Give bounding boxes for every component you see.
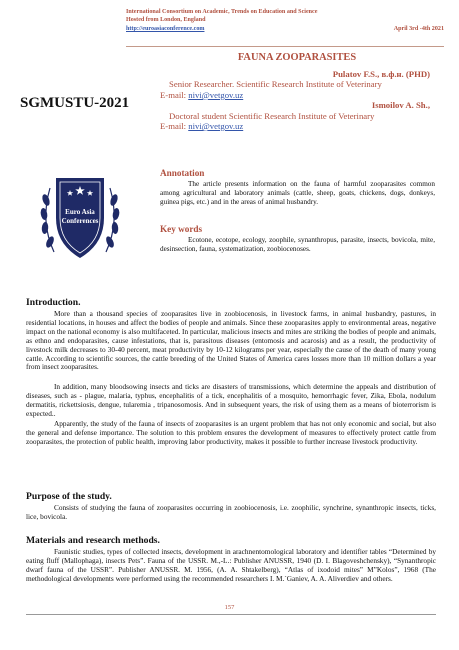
author-email-link[interactable]: nivi@vetgov.uz [188, 121, 244, 132]
conference-host: Hosted from London, England [126, 17, 206, 24]
conference-date: April 3rd -4th 2021 [393, 25, 444, 32]
email-label: E-mail: [160, 121, 187, 132]
footer-divider [26, 614, 436, 615]
author-name: Ismoilov A. Sh., [371, 100, 430, 111]
keywords-text: Ecotone, ecotope, ecology, zoophile, synanthropus, parasite, insects, bovicola, mite, desinsection, fauna, systematization, zoobiocenoses. [160, 236, 435, 253]
authors-block [160, 69, 440, 131]
introduction-paragraph-2: In addition, many bloodsowing insects and ticks are disasters of transmissions, which determine the appeals and distribution of diseases, such as - plague, malaria, typhus, encephalitis of a tick, encephalitis of a mosquito, hemorrhagic fever, Zika, Ebola, nodulum dermatitis, rickettsiosis, dengue, tularemia , tripanosomosis. And in subsequent years, the risk of using them as a means of bioterrorism is expected.. [26, 382, 436, 418]
annotation-heading: Annotation [160, 168, 205, 178]
author-email-link[interactable]: nivi@vetgov.uz [188, 89, 244, 100]
author-email-line [160, 121, 440, 131]
seal-text-line1: Euro Asia [65, 208, 95, 216]
introduction-heading: Introduction. [26, 297, 81, 308]
page-header [126, 8, 444, 33]
author-affiliation: Senior Researcher. Scientific Research Institute of Veterinary [169, 79, 382, 90]
conference-name: International Consortium on Academic, Trends on Education and Science [126, 9, 318, 15]
conference-logo-text: SGMUSTU-2021 [20, 95, 130, 111]
keywords-heading: Key words [160, 224, 203, 234]
seal-text-line2: Conferences [61, 217, 99, 225]
purpose-heading: Purpose of the study. [26, 491, 112, 502]
author-name: Pulatov F.S., в.ф.н. (PHD) [332, 69, 430, 79]
conference-link[interactable]: http://euroasiaconference.com [126, 25, 205, 32]
introduction-paragraph-1: More than a thousand species of zooparasites live in zoobiocenosis, in livestock farms, in animal husbandry, pastures, in residential locations, in houses and affect the bodies of people and animals. Since these zooparasites apply to environmental areas, negative impact on the national economy is also multifaceted. In particular, malicious insects and mites are striking the bodies of people and animals, as ethno and endoparasites, cause infestations, that is, parasitous diseases (entomosis and acarosis) and as a result, the productivity of livestock milk decreases to 30-40 percent, meat productivity by 10-12 kilograms per year, especially the cause of the death of many young cattle. According to scientific sources, the cattle breeding of the United States of America cares losses more than 10 million dollars a year from insect zooparasites. [26, 309, 436, 372]
purpose-text: Consists of studying the fauna of zooparasites occurring in zoobiocenosis, i.e. zoophilic, synchrine, synanthropic insects, ticks, lice, bovicola. [26, 503, 436, 521]
header-divider [126, 46, 444, 47]
article-title: FAUNA ZOOPARASITES [237, 52, 357, 63]
methods-text: Faunistic studies, types of collected insects, development in arachnentomological laboratory and identifier tables “Determined by eating fluff (Mallophaga), insects Pets”. Fauna of the USSR. M.,-L.: Publisher ANUSSR, 1940 (D. I. Blagoveshchensky), “Synanthropic dwarf fauna of the USSR”. Publisher ANUSSR. M. 1956, (A. A. Shtakelberg), “Atlas of ixodoid mites” M”Kolos”, 1968 (The methodological developments were performed using the recommended researchers I. M.`Ganiev, A. A. Aliverdiev and others. [26, 547, 436, 583]
author-affiliation: Doctoral student Scientific Research Institute of Veterinary [169, 110, 375, 121]
introduction-paragraph-3: Apparently, the study of the fauna of insects of zooparasites is an urgent problem that has not only economic and social, but also the general and defense importance. The solution to this problem ensures the development of measures to effectively protect cattle from zooparasites, the protection of public health, improving labor productivity, makes it possible to further increase livestock productivity. [26, 419, 436, 446]
methods-heading: Materials and research methods. [26, 535, 160, 546]
email-label: E-mail: [160, 89, 187, 100]
laurel-shield-seal-icon [36, 162, 124, 268]
annotation-text: The article presents information on the fauna of harmful zooparasites common among agricultural and laboratory animals (cattle, sheep, goats, chickens, dogs, donkeys, guinea pigs, etc.) and in the areas of animal husbandry. [160, 180, 435, 206]
page-number: 157 [224, 604, 235, 611]
author-email-line [160, 90, 440, 100]
